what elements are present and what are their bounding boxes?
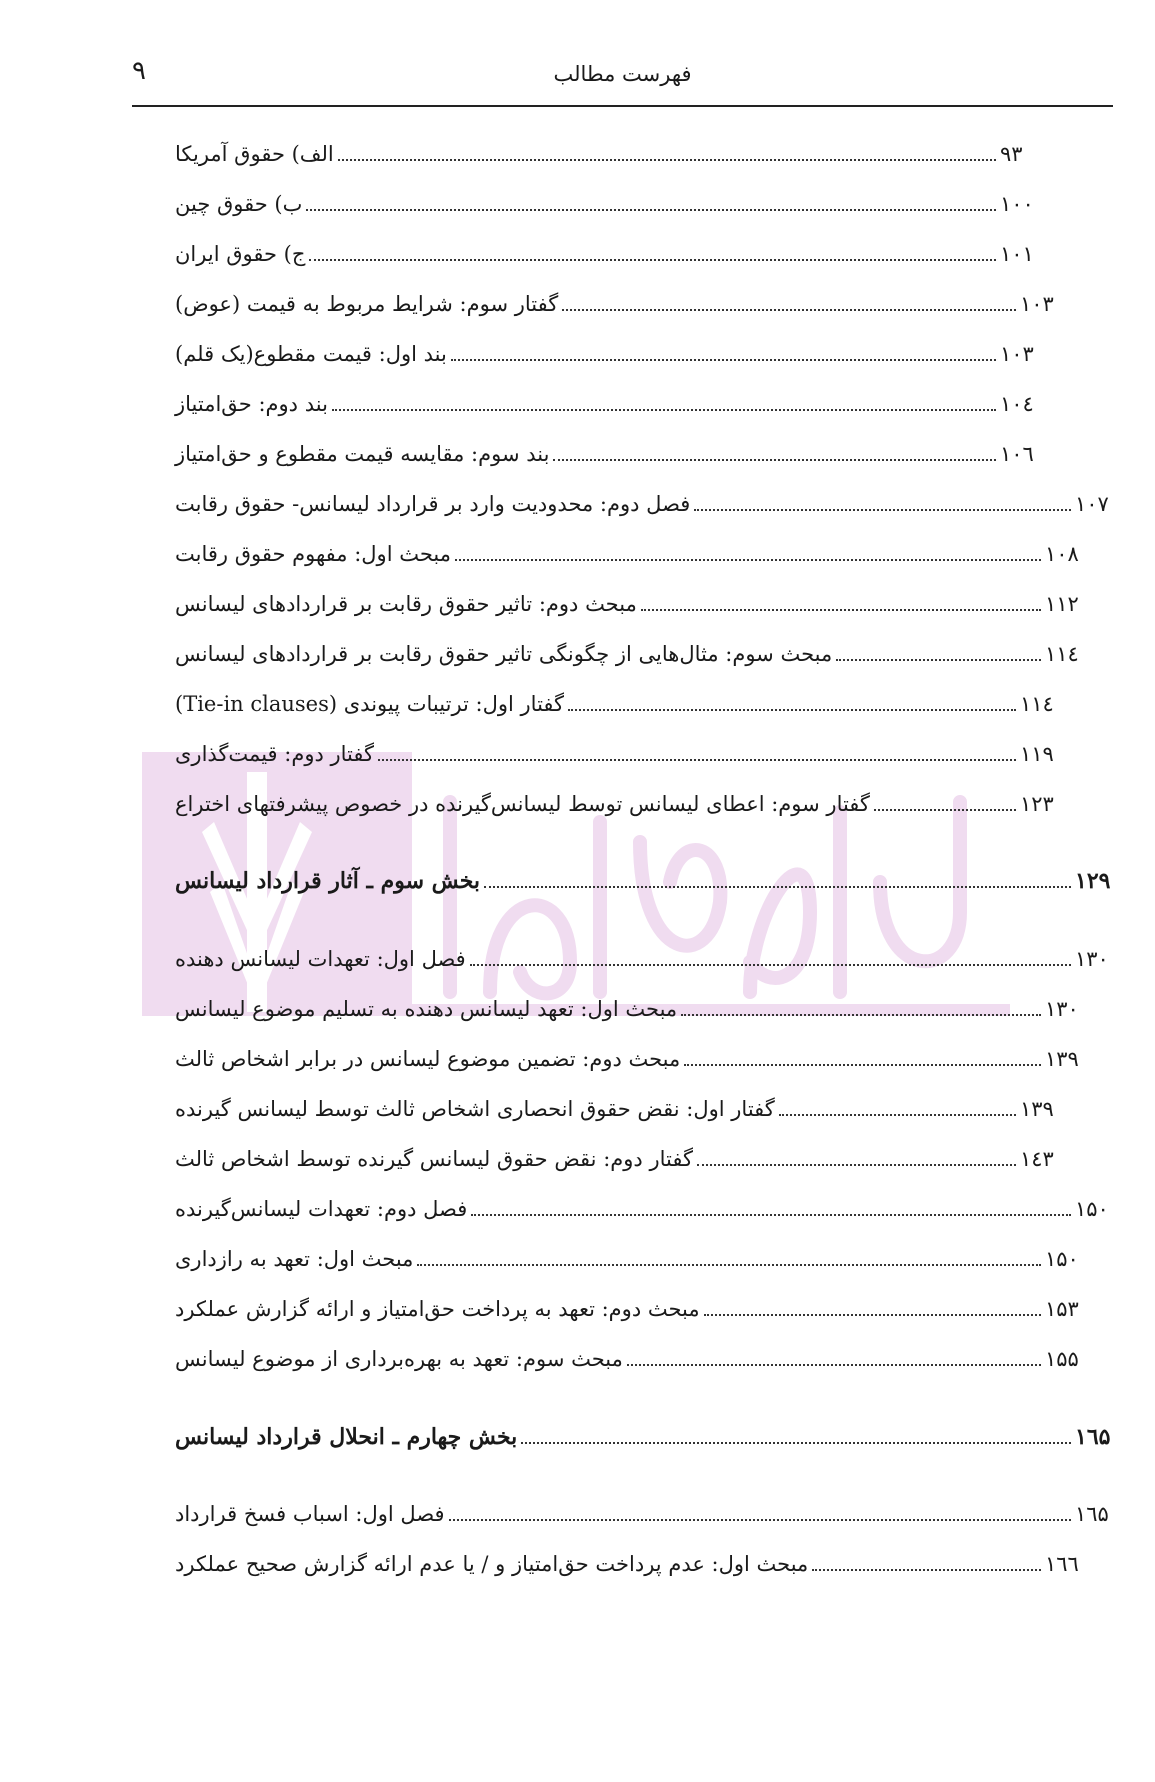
dot-leader xyxy=(694,509,1071,511)
toc-entry-page: ۱۰٤ xyxy=(1000,392,1034,416)
toc-entry-title: گفتار اول: نقض حقوق انحصاری اشخاص ثالث توسط لیسانس گیرنده xyxy=(175,1097,775,1121)
header-rule xyxy=(132,105,1113,107)
toc-entry xyxy=(175,778,1062,818)
dot-leader xyxy=(681,1014,1041,1016)
toc-entry-page: ۱۳۹ xyxy=(1020,1097,1054,1121)
page-number: ۹ xyxy=(132,56,146,86)
dot-leader xyxy=(471,1214,1071,1216)
toc-entry-title: مبحث سوم: تعهد به بهره‌برداری از موضوع لیسانس xyxy=(175,1347,623,1371)
dot-leader xyxy=(484,886,1071,888)
toc-entry-title: مبحث دوم: تاثیر حقوق رقابت بر قراردادهای لیسانس xyxy=(175,592,637,616)
dot-leader xyxy=(812,1569,1041,1571)
toc-entry-page: ۱٦۵ xyxy=(1075,1424,1111,1450)
toc-entry xyxy=(175,378,1042,418)
dot-leader xyxy=(568,709,1016,711)
toc-entry-page: ۱۰۸ xyxy=(1045,542,1079,566)
running-title: فهرست مطالب xyxy=(553,62,692,86)
toc-entry-title: ب) حقوق چین xyxy=(175,192,303,216)
dot-leader xyxy=(874,809,1016,811)
toc-entry-page: ۱۵۰ xyxy=(1075,1197,1109,1221)
toc-entry xyxy=(175,1411,1117,1451)
toc-entry-title: بند دوم: حق‌امتیاز xyxy=(175,392,328,416)
dot-leader xyxy=(309,259,996,261)
dot-leader xyxy=(521,1442,1071,1444)
toc-entry-title: فصل اول: تعهدات لیسانس دهنده xyxy=(175,947,466,971)
dot-leader xyxy=(470,964,1071,966)
toc-entry-title: مبحث دوم: تعهد به پرداخت حق‌امتیاز و ارائه گزارش عملکرد xyxy=(175,1297,700,1321)
dot-leader xyxy=(332,409,996,411)
toc-entry xyxy=(175,528,1087,568)
toc-entry-title: بخش چهارم ـ انحلال قرارداد لیسانس xyxy=(175,1424,518,1450)
toc-entry xyxy=(175,328,1042,368)
toc-entry-page: ۱۵۰ xyxy=(1045,1247,1079,1271)
dot-leader xyxy=(553,459,996,461)
dot-leader xyxy=(704,1314,1041,1316)
toc-entry-page: ۱۱۹ xyxy=(1020,742,1054,766)
toc-entry-title: مبحث اول: مفهوم حقوق رقابت xyxy=(175,542,451,566)
dot-leader xyxy=(451,359,996,361)
dot-leader xyxy=(836,659,1041,661)
toc-entry xyxy=(175,1083,1062,1123)
toc-entry-page: ۱۰۷ xyxy=(1075,492,1109,516)
toc-entry-page: ۹۳ xyxy=(1000,142,1023,166)
toc-entry xyxy=(175,728,1062,768)
toc-entry xyxy=(175,178,1042,218)
dot-leader xyxy=(449,1519,1071,1521)
toc-entry xyxy=(175,933,1117,973)
toc-entry-title: مبحث دوم: تضمین موضوع لیسانس در برابر اشخاص ثالث xyxy=(175,1047,681,1071)
toc-entry xyxy=(175,228,1042,268)
dot-leader xyxy=(779,1114,1016,1116)
dot-leader xyxy=(378,759,1016,761)
dot-leader xyxy=(627,1364,1041,1366)
toc-entry-title: مبحث سوم: مثال‌هایی از چگونگی تاثیر حقوق رقابت بر قراردادهای لیسانس xyxy=(175,642,833,666)
toc-entry-title: گفتار اول: ترتیبات پیوندی (Tie-in clauses) xyxy=(175,692,565,716)
toc-entry-title: گفتار سوم: اعطای لیسانس توسط لیسانس‌گیرنده در خصوص پیشرفتهای اختراع xyxy=(175,792,870,816)
toc-entry-title: فصل دوم: محدودیت وارد بر قرارداد لیسانس- حقوق رقابت xyxy=(175,492,691,516)
dot-leader xyxy=(562,309,1016,311)
page-header xyxy=(132,52,1113,107)
dot-leader xyxy=(338,159,996,161)
toc-entry-page: ۱۲۳ xyxy=(1020,792,1054,816)
toc-entry xyxy=(175,578,1087,618)
toc-entry-page: ۱۰٦ xyxy=(1000,442,1034,466)
toc-entry-page: ۱۰۳ xyxy=(1000,342,1034,366)
dot-leader xyxy=(455,559,1041,561)
toc-entry-title: مبحث اول: عدم پرداخت حق‌امتیاز و / یا عدم ارائه گزارش صحیح عملکرد xyxy=(175,1552,809,1576)
toc-entry xyxy=(175,1283,1087,1323)
toc-entry-title: گفتار دوم: قیمت‌گذاری xyxy=(175,742,374,766)
toc-entry-title: بند سوم: مقایسه قیمت مقطوع و حق‌امتیاز xyxy=(175,442,550,466)
toc-entry xyxy=(175,983,1087,1023)
toc-entry xyxy=(175,1538,1087,1578)
toc-entry-page: ۱۳۰ xyxy=(1045,997,1079,1021)
toc-entry-page: ۱۰۱ xyxy=(1000,242,1034,266)
toc-entry xyxy=(175,1233,1087,1273)
toc-entry-page: ۱٦٦ xyxy=(1045,1552,1079,1576)
toc-entry-page: ۱۳۹ xyxy=(1045,1047,1079,1071)
toc-entry-title: مبحث اول: تعهد به رازداری xyxy=(175,1247,414,1271)
toc-entry-page: ۱۱٤ xyxy=(1020,692,1054,716)
toc-entry-page: ۱۲۹ xyxy=(1075,868,1111,894)
toc-entry xyxy=(175,478,1117,518)
toc-entry xyxy=(175,428,1042,468)
toc-entry xyxy=(175,1333,1087,1373)
toc-entry-title: گفتار سوم: شرایط مربوط به قیمت (عوض) xyxy=(175,292,559,316)
toc-entry-page: ۱۵۳ xyxy=(1045,1297,1079,1321)
toc-entry-page: ۱۰۰ xyxy=(1000,192,1034,216)
toc-entry xyxy=(175,1133,1062,1173)
toc-entry xyxy=(175,128,1042,168)
toc-entry xyxy=(175,1488,1117,1528)
dot-leader xyxy=(697,1164,1016,1166)
dot-leader xyxy=(641,609,1041,611)
toc-entry-title: بخش سوم ـ آثار قرارداد لیسانس xyxy=(175,868,481,894)
toc-entry xyxy=(175,855,1117,895)
toc-entry-title: الف) حقوق آمریکا xyxy=(175,142,334,166)
toc-entry-title: ج) حقوق ایران xyxy=(175,242,306,266)
toc-entry-title: مبحث اول: تعهد لیسانس دهنده به تسلیم موضوع لیسانس xyxy=(175,997,678,1021)
toc-entry-title: گفتار دوم: نقض حقوق لیسانس گیرنده توسط اشخاص ثالث xyxy=(175,1147,693,1171)
toc-entry-title: فصل دوم: تعهدات لیسانس‌گیرنده xyxy=(175,1197,468,1221)
toc-entry xyxy=(175,1033,1087,1073)
toc-entry-page: ۱۱۲ xyxy=(1045,592,1079,616)
toc-entry-title: فصل اول: اسباب فسخ قرارداد xyxy=(175,1502,445,1526)
toc-entry-page: ۱۰۳ xyxy=(1020,292,1054,316)
toc-entry xyxy=(175,1183,1117,1223)
dot-leader xyxy=(306,209,996,211)
toc-entry xyxy=(175,678,1062,718)
toc-entry-page: ۱٤۳ xyxy=(1020,1147,1054,1171)
toc-entry-title: بند اول: قیمت مقطوع(یک قلم) xyxy=(175,342,447,366)
toc-entry-page: ۱٦۵ xyxy=(1075,1502,1109,1526)
toc-entry xyxy=(175,628,1087,668)
toc-entry xyxy=(175,278,1062,318)
toc-entry-page: ۱۵۵ xyxy=(1045,1347,1079,1371)
dot-leader xyxy=(417,1264,1041,1266)
toc-entry-page: ۱۱٤ xyxy=(1045,642,1079,666)
toc-entry-page: ۱۳۰ xyxy=(1075,947,1109,971)
dot-leader xyxy=(684,1064,1041,1066)
